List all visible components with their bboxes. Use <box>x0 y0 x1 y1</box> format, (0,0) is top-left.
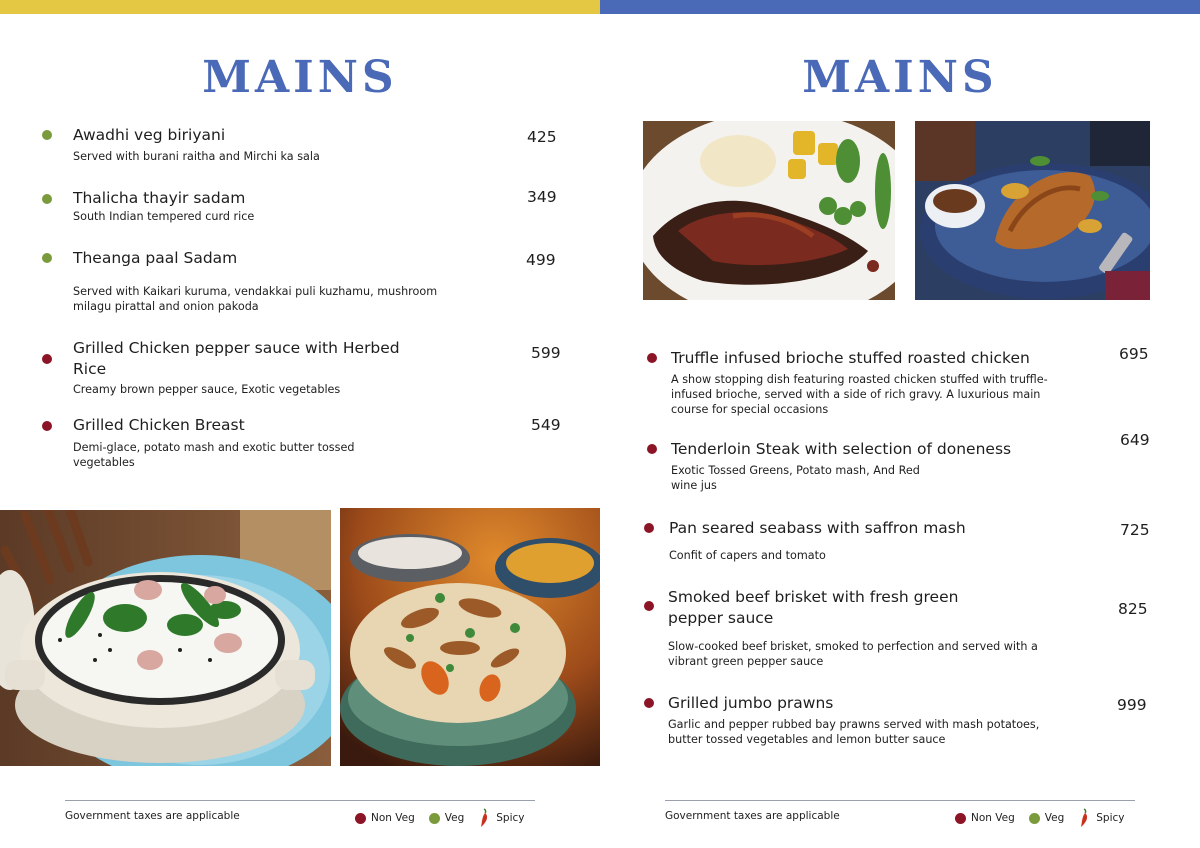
veg-legend-icon <box>429 813 440 824</box>
menu-item <box>40 188 570 224</box>
footer-divider <box>65 800 535 801</box>
item-name: Pan seared seabass with saffron mash <box>669 519 966 537</box>
roasted-chicken-photo <box>915 121 1150 300</box>
menu-page-right <box>600 0 1200 848</box>
footer-divider <box>665 800 1135 801</box>
biriyani-photo <box>340 508 600 766</box>
item-name: Thalicha thayir sadam <box>73 189 246 207</box>
veg-legend-icon <box>1029 813 1040 824</box>
veg-indicator-icon <box>42 194 52 204</box>
page-title: MAINS <box>202 52 398 103</box>
item-description: A show stopping dish featuring roasted chicken stuffed with truffle-infused brioche, served with a side of rich gravy. A luxurious main course for special occasions <box>671 373 1048 416</box>
item-description: Slow-cooked beef brisket, smoked to perfection and served with a vibrant green pepper sauce <box>668 640 1038 668</box>
chili-icon <box>478 808 490 828</box>
item-name: Grilled Chicken pepper sauce with Herbed Rice <box>73 339 400 378</box>
nonveg-legend-label: Non Veg <box>971 812 1015 824</box>
item-price: 599 <box>531 344 561 362</box>
nonveg-legend-icon <box>355 813 366 824</box>
tax-note: Government taxes are applicable <box>65 810 240 822</box>
item-description: Demi-glace, potato mash and exotic butter tossed vegetables <box>73 441 355 469</box>
item-price: 349 <box>527 188 557 206</box>
page-title: MAINS <box>802 52 998 103</box>
veg-legend-label: Veg <box>1044 812 1065 824</box>
menu-item <box>645 431 1170 493</box>
veg-legend-label: Veg <box>444 812 465 824</box>
nonveg-legend-label: Non Veg <box>371 812 415 824</box>
menu-item <box>642 587 1170 669</box>
menu-item <box>40 415 570 470</box>
item-description: Served with burani raitha and Mirchi ka sala <box>73 150 320 163</box>
curd-rice-photo <box>0 510 331 766</box>
spicy-legend-label: Spicy <box>496 812 525 824</box>
veg-indicator-icon <box>42 253 52 263</box>
nonveg-indicator-icon <box>42 421 52 431</box>
item-name: Awadhi veg biriyani <box>73 126 226 144</box>
top-color-bar <box>0 0 600 14</box>
spicy-legend-label: Spicy <box>1096 812 1125 824</box>
item-description: Served with Kaikari kuruma, vendakkai puli kuzhamu, mushroom milagu pirattal and onion pakoda <box>73 285 438 313</box>
item-name: Theanga paal Sadam <box>73 249 238 267</box>
item-description: South Indian tempered curd rice <box>73 210 255 223</box>
item-description: Garlic and pepper rubbed bay prawns served with mash potatoes, butter tossed vegetables and lemon butter sauce <box>668 718 1040 746</box>
item-price: 549 <box>531 416 561 434</box>
menu-item <box>40 248 570 314</box>
item-price: 825 <box>1118 600 1148 618</box>
nonveg-indicator-icon <box>644 601 654 611</box>
nonveg-indicator-icon <box>647 353 657 363</box>
item-name: Truffle infused brioche stuffed roasted chicken <box>671 349 1030 367</box>
item-price: 999 <box>1117 696 1147 714</box>
nonveg-indicator-icon <box>42 354 52 364</box>
item-description: Exotic Tossed Greens, Potato mash, And Red wine jus <box>671 464 920 492</box>
item-price: 425 <box>527 128 557 146</box>
top-color-bar <box>600 0 1200 14</box>
nonveg-indicator-icon <box>647 444 657 454</box>
item-price: 725 <box>1120 521 1150 539</box>
nonveg-legend-icon <box>955 813 966 824</box>
item-price: 649 <box>1120 431 1150 449</box>
item-name: Grilled jumbo prawns <box>668 694 834 712</box>
diet-legend <box>955 808 1139 828</box>
diet-legend <box>355 808 539 828</box>
nonveg-indicator-icon <box>644 698 654 708</box>
nonveg-indicator-icon <box>644 523 654 533</box>
item-price: 695 <box>1119 345 1149 363</box>
steak-photo <box>643 121 895 300</box>
item-name: Tenderloin Steak with selection of doneness <box>671 440 1012 458</box>
item-price: 499 <box>526 251 556 269</box>
menu-item <box>40 125 570 164</box>
menu-item <box>642 518 1170 563</box>
menu-item <box>645 345 1170 417</box>
item-description: Confit of capers and tomato <box>669 549 826 562</box>
item-name: Smoked beef brisket with fresh green pepper sauce <box>668 588 959 627</box>
menu-item <box>40 338 570 397</box>
tax-note: Government taxes are applicable <box>665 810 840 822</box>
veg-indicator-icon <box>42 130 52 140</box>
item-description: Creamy brown pepper sauce, Exotic vegetables <box>73 383 341 396</box>
menu-item <box>642 693 1170 747</box>
chili-icon <box>1078 808 1090 828</box>
item-name: Grilled Chicken Breast <box>73 416 245 434</box>
